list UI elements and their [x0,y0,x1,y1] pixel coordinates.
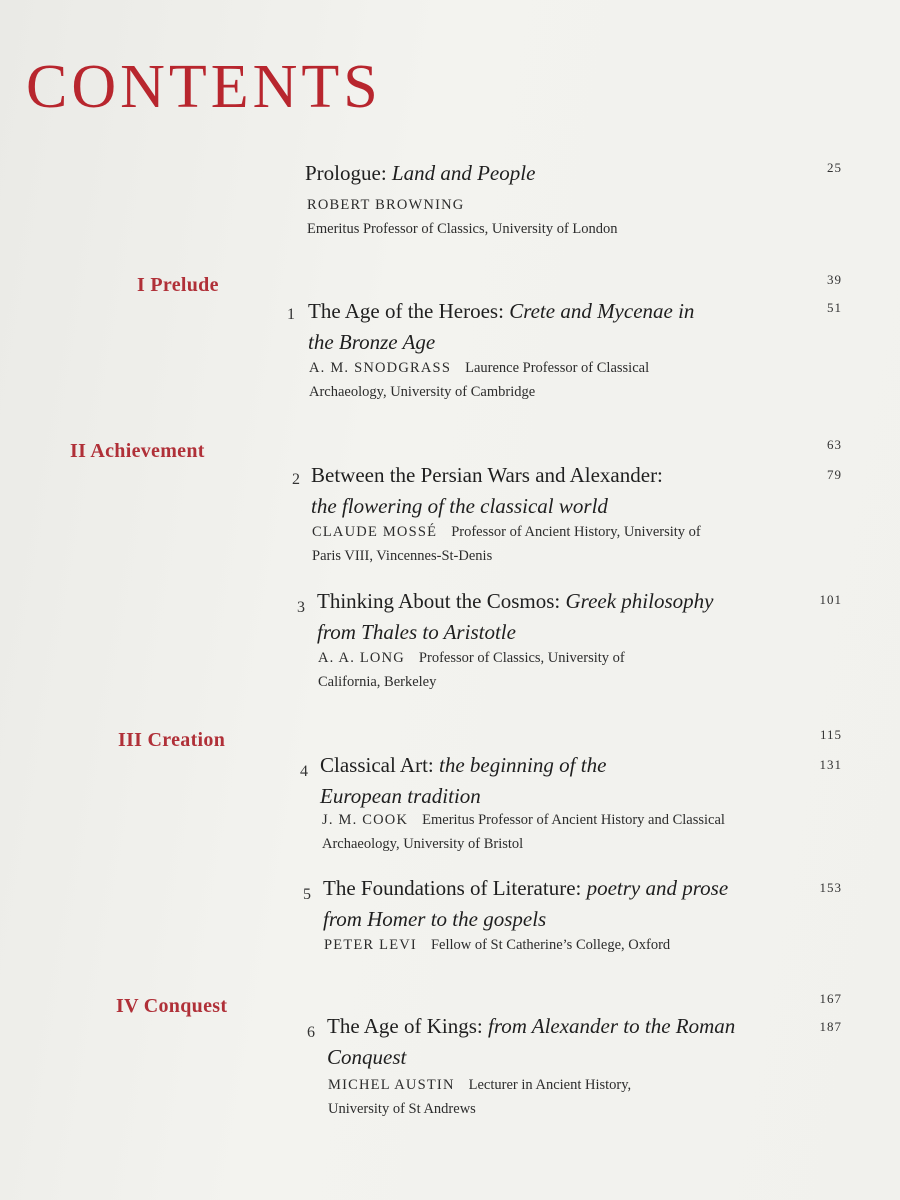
prologue-subtitle: Land and People [391,161,536,185]
chapter-affiliation-line2: Paris VIII, Vincennes-St-Denis [312,548,493,564]
chapter-title: The Age of the Heroes: [308,299,504,323]
chapter-4-heading [320,750,606,812]
chapter-2-author-block [312,520,701,568]
chapter-5-heading [323,873,728,935]
chapter-affiliation: Laurence Professor of Classical [465,360,650,376]
prologue-heading [305,158,535,189]
chapter-6-author-block [328,1073,631,1121]
chapter-5-page: 153 [819,880,842,895]
chapter-subtitle: poetry and prose [586,876,729,900]
chapter-5-author-block [324,933,670,957]
chapter-number: 6 [307,1024,315,1041]
chapter-affiliation-line2: California, Berkeley [318,674,437,690]
chapter-subtitle: Crete and Mycenae in [509,299,695,323]
chapter-title: The Foundations of Literature: [323,876,582,900]
chapter-affiliation-line2: Archaeology, University of Cambridge [309,384,536,400]
chapter-subtitle-line2: the Bronze Age [308,330,436,354]
chapter-subtitle: from Alexander to the Roman [487,1014,736,1038]
chapter-6-page: 187 [819,1019,842,1034]
prologue-page: 25 [827,160,842,175]
prologue-author-block [307,193,618,241]
chapter-2-heading [311,460,663,522]
chapter-subtitle-line2: the flowering of the classical world [311,494,608,518]
chapter-affiliation-line2: University of St Andrews [328,1101,476,1117]
chapter-author: A. M. SNODGRASS [309,360,452,376]
chapter-3-page: 101 [819,592,842,607]
chapter-author: J. M. COOK [322,812,409,828]
chapter-4-page: 131 [819,757,842,772]
section-conquest-page: 167 [819,991,842,1006]
chapter-subtitle: Greek philosophy [565,589,714,613]
chapter-affiliation: Lecturer in Ancient History, [468,1077,632,1093]
section-prelude-page: 39 [827,272,842,287]
chapter-number: 5 [303,886,311,903]
chapter-affiliation: Emeritus Professor of Ancient History and Classical [422,812,725,828]
prologue-author: ROBERT BROWNING [307,197,465,213]
section-prelude: I Prelude [137,274,219,296]
chapter-subtitle-line2: Conquest [327,1045,407,1069]
page-title: CONTENTS [26,53,382,121]
chapter-2-page: 79 [827,467,842,482]
chapter-number: 2 [292,471,300,488]
chapter-subtitle-line2: from Homer to the gospels [323,907,547,931]
section-creation: III Creation [118,729,226,751]
chapter-affiliation: Professor of Classics, University of [418,650,625,666]
chapter-affiliation: Professor of Ancient History, University of [451,524,701,540]
chapter-subtitle-line2: from Thales to Aristotle [317,620,516,644]
section-achievement-page: 63 [827,437,842,452]
chapter-number: 4 [300,763,308,780]
chapter-subtitle: the beginning of the [439,753,607,777]
chapter-affiliation-line2: Archaeology, University of Bristol [322,836,524,852]
section-creation-page: 115 [819,727,842,742]
prologue-affiliation: Emeritus Professor of Classics, University of London [307,221,618,237]
chapter-author: CLAUDE MOSSÉ [312,524,438,540]
chapter-3-heading [317,586,713,648]
chapter-author: A. A. LONG [318,650,405,666]
section-conquest: IV Conquest [116,995,228,1017]
section-achievement: II Achievement [70,440,205,462]
chapter-1-page: 51 [827,300,842,315]
chapter-1-author-block [309,356,649,404]
chapter-title: The Age of Kings: [327,1014,483,1038]
chapter-author: MICHEL AUSTIN [328,1077,455,1093]
chapter-4-author-block [322,808,725,856]
chapter-affiliation: Fellow of St Catherine’s College, Oxford [430,937,671,953]
prologue-title: Prologue: [305,161,387,185]
chapter-author: PETER LEVI [324,937,417,953]
chapter-title: Between the Persian Wars and Alexander: [311,463,663,487]
chapter-title: Thinking About the Cosmos: [317,589,561,613]
chapter-number: 3 [297,599,305,616]
chapter-subtitle-line2: European tradition [320,784,481,808]
chapter-3-author-block [318,646,625,694]
chapter-title: Classical Art: [320,753,434,777]
chapter-number: 1 [287,306,295,323]
chapter-6-heading [327,1011,735,1073]
chapter-1-heading [308,296,694,358]
